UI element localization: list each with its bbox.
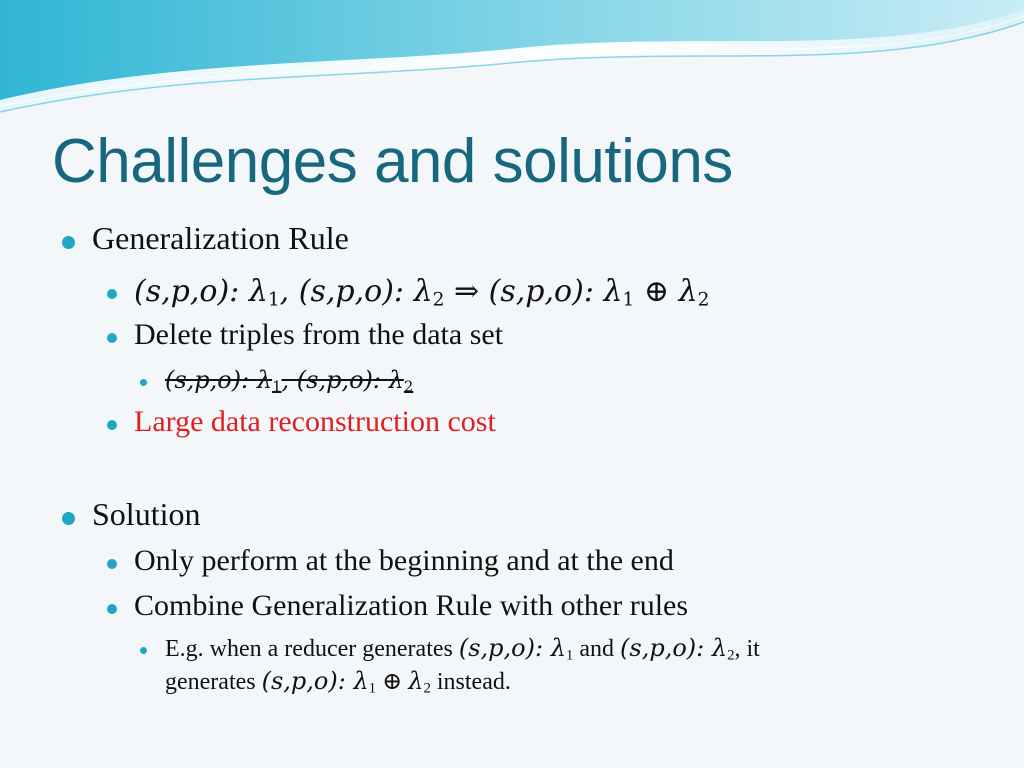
bullet-icon bbox=[107, 604, 117, 614]
example-line-2: generates (s,p,o): $\lambda_1$ ⊕ $\lambda_2$ instead. bbox=[165, 667, 511, 697]
bullet-icon bbox=[107, 420, 117, 430]
bullet-icon bbox=[140, 379, 147, 386]
bullet-icon bbox=[107, 559, 117, 569]
bullet-icon bbox=[62, 236, 75, 249]
bullet-icon bbox=[107, 333, 117, 343]
bullet-icon bbox=[140, 647, 147, 654]
only-perform-text: Only perform at the beginning and at the end bbox=[134, 544, 674, 577]
section-heading-generalization: Generalization Rule bbox=[92, 220, 349, 256]
slide-title: Challenges and solutions bbox=[52, 127, 733, 196]
bullet-icon bbox=[62, 512, 75, 525]
section-heading-solution: Solution bbox=[92, 496, 201, 532]
delete-triples-text: Delete triples from the data set bbox=[134, 318, 504, 351]
struck-triples-formula: (s,p,o): $\lambda_1$, (s,p,o): $\lambda_2$ bbox=[165, 366, 414, 396]
example-line-1: E.g. when a reducer generates (s,p,o): $\lambda_1$ and (s,p,o): $\lambda_2$, it bbox=[165, 634, 760, 664]
generalization-formula: (s,p,o): $\lambda_1$, (s,p,o): $\lambda_2$ ⇒ (s,p,o): $\lambda_1$ ⊕ $\lambda_2$ bbox=[134, 274, 710, 311]
header-wave-decoration bbox=[0, 0, 1024, 120]
reconstruction-cost-text: Large data reconstruction cost bbox=[134, 405, 496, 438]
combine-rule-text: Combine Generalization Rule with other rules bbox=[134, 589, 689, 622]
bullet-icon bbox=[107, 289, 117, 299]
